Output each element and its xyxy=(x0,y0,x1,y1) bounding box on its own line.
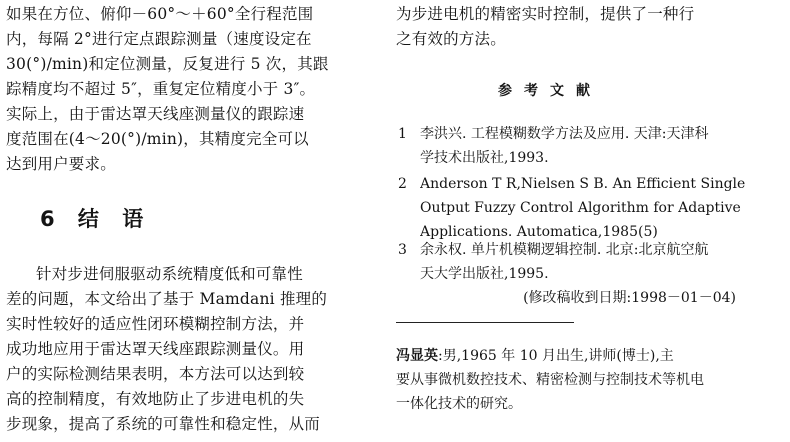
text-line: 成功地应用于雷达罩天线座跟踪测量仪。用 xyxy=(6,340,305,358)
author-bio xyxy=(396,344,780,416)
text-line: 户的实际检测结果表明，本方法可以达到较 xyxy=(6,365,305,383)
text-line: 达到用户要求。 xyxy=(6,155,116,173)
author-first-line xyxy=(396,344,780,368)
text-line: 步现象，提高了系统的可靠性和稳定性，从而 xyxy=(6,415,321,433)
section-title: 6 结 语 xyxy=(40,207,152,231)
text-line: 天大学出版社,1995. xyxy=(420,266,549,282)
footnote-divider xyxy=(396,322,574,323)
text-line: 之有效的方法。 xyxy=(396,30,506,48)
text-line: 一体化技术的研究。 xyxy=(396,396,522,412)
text-line: 要从事微机数控技术、精密检测与控制技术等机电 xyxy=(396,372,704,388)
text-line: 差的问题，本文给出了基于 Mamdani 推理的 xyxy=(6,290,328,308)
text-line: 30(°)/min)和定位测量，反复进行 5 次，其跟 xyxy=(6,55,329,73)
text-line: 高的控制精度，有效地防止了步进电机的失 xyxy=(6,390,305,408)
text-line: 针对步进伺服驱动系统精度低和可靠性 xyxy=(36,265,303,283)
text-line: 李洪兴. 工程模糊数学方法及应用. 天津:天津科 xyxy=(420,126,709,142)
reference-number: 1 xyxy=(398,126,407,142)
text-line: 学技术出版社,1993. xyxy=(420,150,549,166)
text-line: 实时性较好的适应性闭环模糊控制方法，并 xyxy=(6,315,305,333)
author-name: 冯显英 xyxy=(396,348,438,364)
text-line: 为步进电机的精密实时控制，提供了一种行 xyxy=(396,5,695,23)
text-line: 余永权. 单片机模糊逻辑控制. 北京:北京航空航 xyxy=(420,242,709,258)
author-bio-start: :男,1965 年 10 月出生,讲师(博士),主 xyxy=(438,348,674,364)
text-line: 实际上，由于雷达罩天线座测量仪的跟踪速 xyxy=(6,105,305,123)
conclusion-paragraph xyxy=(6,262,370,437)
reference-number: 3 xyxy=(398,242,407,258)
text-line: 内，每隔 2°进行定点跟踪测量（速度设定在 xyxy=(6,30,312,48)
text-line: Output Fuzzy Control Algorithm for Adaptive xyxy=(420,200,741,216)
received-date-note: (修改稿收到日期:1998－01－04) xyxy=(523,290,736,306)
reference-number: 2 xyxy=(398,176,407,192)
text-line: 度范围在(4～20(°)/min)，其精度完全可以 xyxy=(6,130,309,148)
text-line: Applications. Automatica,1985(5) xyxy=(420,224,658,240)
text-line: Anderson T R,Nielsen S B. An Efficient Single xyxy=(420,176,746,192)
reference-item xyxy=(396,122,780,170)
reference-item xyxy=(396,238,780,286)
reference-text xyxy=(420,122,780,170)
reference-text xyxy=(420,238,780,286)
text-line: 如果在方位、俯仰－60°～＋60°全行程范围 xyxy=(6,5,314,23)
reference-text xyxy=(420,172,780,244)
intro-paragraph xyxy=(6,2,370,177)
references-title: 参考文献 xyxy=(498,83,602,99)
reference-item xyxy=(396,172,780,244)
text-line: 踪精度均不超过 5″，重复定位精度小于 3″。 xyxy=(6,80,316,98)
continuation-paragraph xyxy=(396,2,780,52)
